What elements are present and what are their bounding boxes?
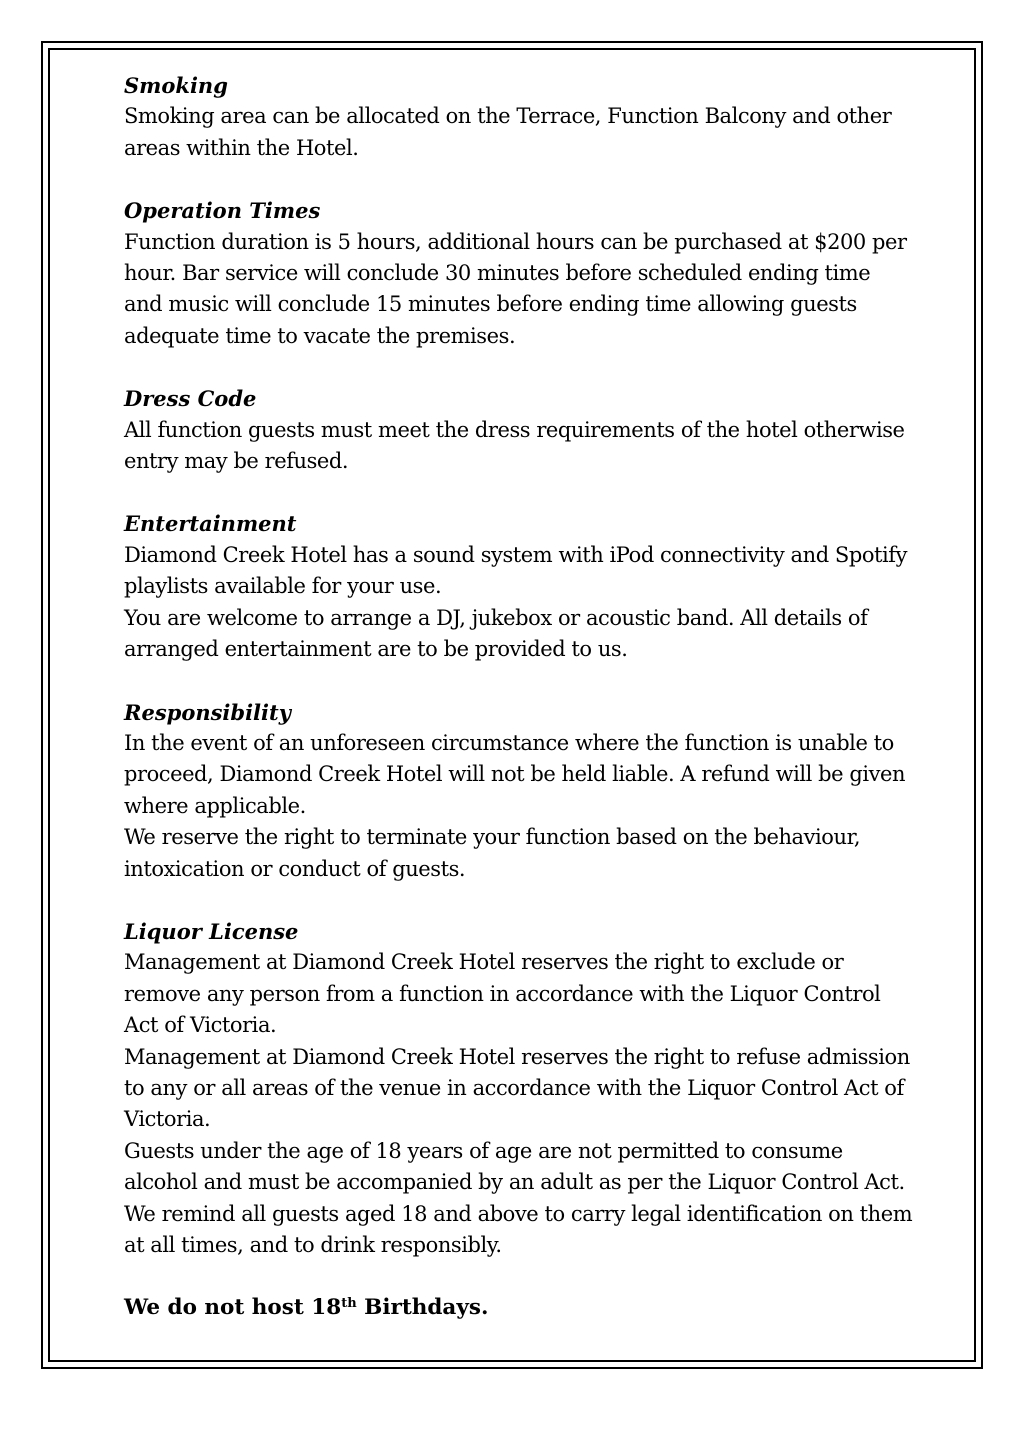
section-paragraph: We reserve the right to terminate your function based on the behaviour, intoxication or conduct of guests. <box>124 825 861 881</box>
section-dress-code <box>124 383 914 477</box>
closing-text-after: Birthdays. <box>356 1295 489 1321</box>
document-body <box>124 70 914 1324</box>
section-paragraph: Smoking area can be allocated on the Terrace, Function Balcony and other areas within the Hotel. <box>124 104 892 160</box>
section-smoking <box>124 70 914 164</box>
section-paragraph: All function guests must meet the dress requirements of the hotel otherwise entry may be refused. <box>124 417 905 474</box>
closing-notice <box>124 1292 914 1324</box>
section-paragraph: In the event of an unforeseen circumstance where the function is unable to proceed, Diamond Creek Hotel will not be held liable. A refund will be given where applicable. <box>124 730 906 818</box>
section-liquor-license <box>124 916 914 1261</box>
section-heading: Smoking <box>124 73 228 98</box>
section-operation-times <box>124 195 914 352</box>
closing-ordinal-suffix: th <box>341 1296 357 1312</box>
closing-text-before: We do not host 18 <box>124 1295 342 1321</box>
section-heading: Dress Code <box>124 386 257 412</box>
section-paragraph: Diamond Creek Hotel has a sound system with iPod connectivity and Spotify playlists available for your use. <box>124 542 908 599</box>
section-paragraph: Function duration is 5 hours, additional hours can be purchased at $200 per hour. Bar service will conclude 30 minutes before scheduled ending time and music will conclude 15 minutes before ending time allowing guests adequate time to vacate the premises. <box>124 229 907 348</box>
section-paragraph: Management at Diamond Creek Hotel reserves the right to exclude or remove any person from a function in accordance with the Liquor Control Act of Victoria. <box>124 950 881 1038</box>
section-heading: Responsibility <box>124 699 291 725</box>
section-paragraph: Management at Diamond Creek Hotel reserves the right to refuse admission to any or all areas of the venue in accordance with the Liquor Control Act of Victoria. <box>124 1044 910 1132</box>
section-entertainment <box>124 508 914 665</box>
section-heading: Entertainment <box>124 511 297 537</box>
section-responsibility <box>124 697 914 885</box>
section-paragraph: Guests under the age of 18 years of age are not permitted to consume alcohol and must be accompanied by an adult as per the Liquor Control Act. We remind all guests aged 18 and above to carry legal identification on them at all times, and to drink responsibly. <box>124 1138 913 1257</box>
section-heading: Operation Times <box>124 198 321 224</box>
section-paragraph: You are welcome to arrange a DJ, jukebox or acoustic band. All details of arranged entertainment are to be provided to us. <box>124 605 868 662</box>
section-heading: Liquor License <box>124 918 299 944</box>
